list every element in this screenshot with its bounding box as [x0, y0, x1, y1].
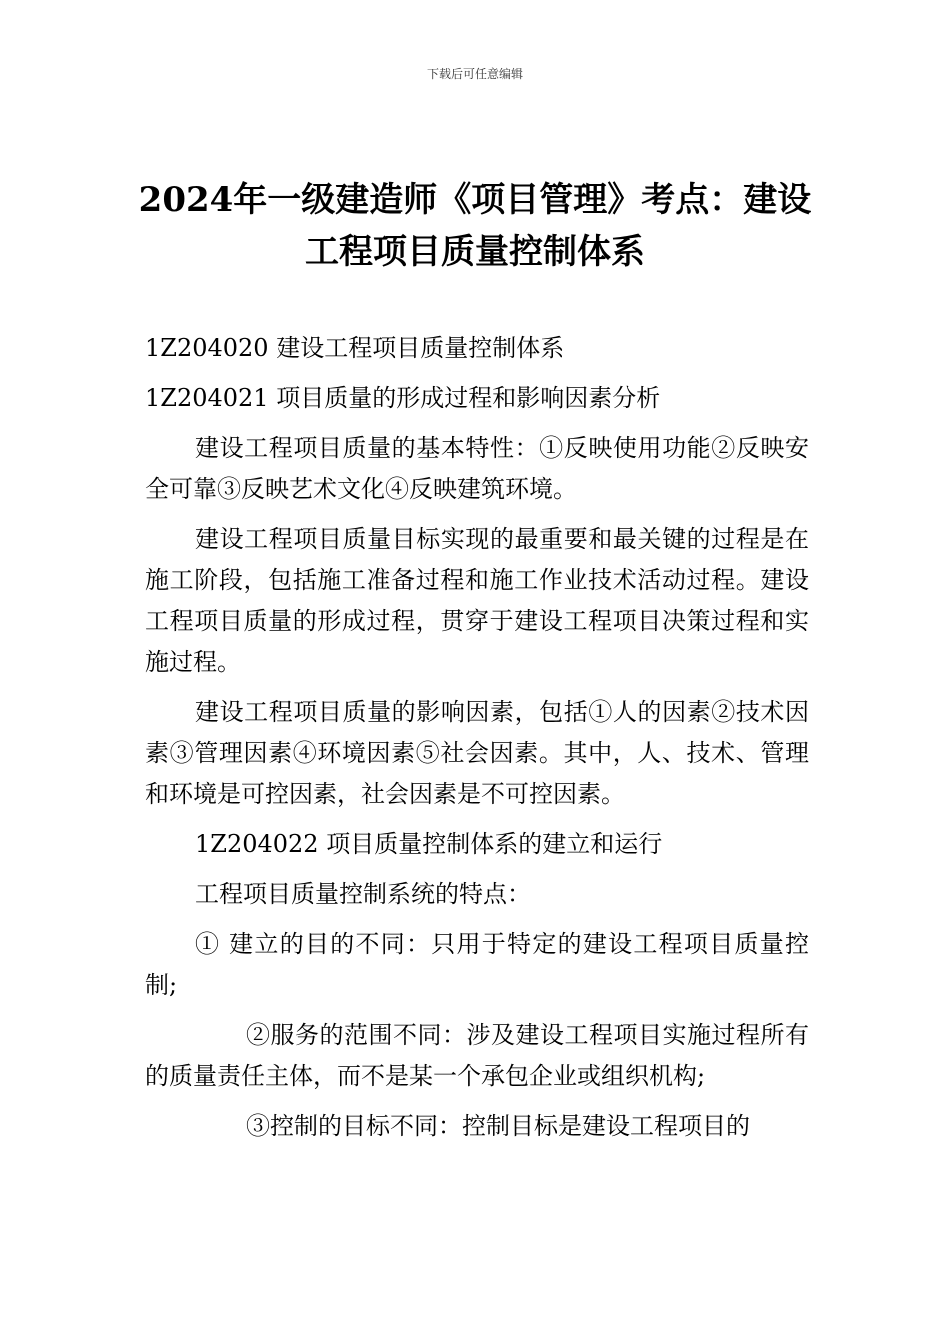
subsection-heading: 1Z204022 项目质量控制体系的建立和运行	[195, 830, 663, 858]
list-item: ③控制的目标不同：控制目标是建设工程项目的	[246, 1112, 750, 1140]
section-heading: 1Z204020 建设工程项目质量控制体系	[145, 334, 565, 362]
subsection-heading: 1Z204021 项目质量的形成过程和影响因素分析	[145, 384, 661, 412]
list-item: ① 建立的目的不同：只用于特定的建设工程项目质量控制;	[145, 930, 809, 999]
body-paragraph: 建设工程项目质量目标实现的最重要和最关键的过程是在施工阶段，包括施工准备过程和施工作业技术活动过程。建设工程项目质量的形成过程，贯穿于建设工程项目决策过程和实施过程。	[145, 525, 809, 676]
page-header-note: 下载后可任意编辑	[426, 67, 523, 81]
document-title: 2024年一级建造师《项目管理》考点：建设工程项目质量控制体系	[138, 180, 812, 272]
body-paragraph: 工程项目质量控制系统的特点：	[195, 880, 531, 908]
document-body	[145, 328, 809, 1156]
body-paragraph: 建设工程项目质量的影响因素，包括①人的因素②技术因素③管理因素④环境因素⑤社会因素。其中，人、技术、管理和环境是可控因素，社会因素是不可控因素。	[145, 698, 809, 808]
list-item: ②服务的范围不同：涉及建设工程项目实施过程所有的质量责任主体，而不是某一个承包企业或组织机构;	[145, 1021, 809, 1090]
body-paragraph: 建设工程项目质量的基本特性：①反映使用功能②反映安全可靠③反映艺术文化④反映建筑环境。	[145, 434, 809, 503]
